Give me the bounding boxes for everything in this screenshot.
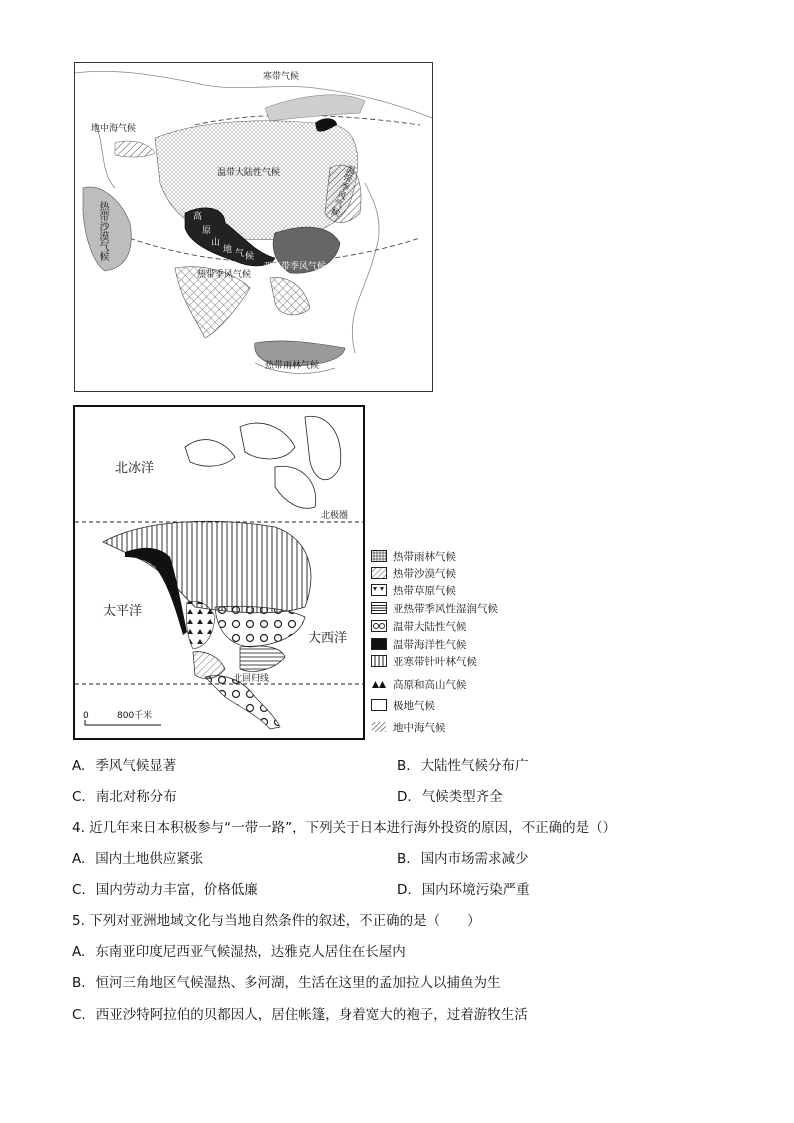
option-text: 南北对称分布: [95, 789, 177, 805]
legend-label: 极地气候: [393, 699, 435, 712]
label-tropical-desert: 热带沙漠气候: [97, 201, 108, 261]
option-text: 季风气候显著: [95, 758, 177, 774]
legend-item: [371, 601, 498, 615]
north-america-climate-map: [73, 405, 365, 740]
legend-item: [371, 583, 456, 597]
option-text: 国内土地供应紧张: [95, 851, 204, 867]
legend-item: [371, 619, 467, 633]
q3-option-b[interactable]: [397, 754, 529, 774]
q4-option-b[interactable]: [397, 847, 529, 867]
legend-label: 亚热带季风性湿润气候: [393, 602, 498, 615]
legend-label: 温带大陆性气候: [393, 620, 467, 633]
legend-label: 热带沙漠气候: [393, 567, 456, 580]
option-text: 恒河三角地区气候湿热、多河湖，生活在这里的孟加拉人以捕鱼为生: [95, 975, 501, 991]
q4-stem: 4. 近几年来日本积极参与“一带一路”，下列关于日本进行海外投资的原因，不正确的是（）: [72, 820, 617, 836]
q3-option-c[interactable]: [72, 785, 177, 805]
q3-option-d[interactable]: [397, 785, 503, 805]
asia-climate-map: [74, 62, 433, 392]
legend-swatch-triangles-down-icon: [371, 584, 387, 596]
option-letter: B.: [397, 758, 411, 774]
label-highland-char6: 候: [245, 252, 255, 262]
legend-swatch-hatch-dots-icon: [371, 567, 387, 579]
legend-item: [371, 720, 446, 734]
q4-option-a[interactable]: [72, 847, 203, 867]
legend-item: [371, 654, 477, 668]
legend-swatch-diagonal-icon: [371, 721, 387, 733]
label-pacific-ocean: 太平洋: [103, 604, 143, 619]
scale-distance: 800千米: [117, 711, 153, 721]
label-arctic-circle: 北极圈: [321, 511, 349, 521]
option-letter: C.: [72, 1007, 86, 1023]
label-highland-char4: 地: [223, 245, 233, 255]
legend-swatch-horizontal-icon: [371, 602, 387, 614]
legend-swatch-triangles-up-icon: [371, 678, 387, 690]
label-atlantic-ocean: 大西洋: [308, 631, 348, 646]
legend-label: 温带海洋性气候: [393, 638, 467, 651]
option-letter: D.: [397, 789, 412, 805]
legend-swatch-circles-icon: [371, 620, 387, 632]
option-letter: C.: [72, 789, 86, 805]
legend-label: 地中海气候: [393, 721, 446, 734]
label-cold-climate: 寒带气候: [263, 72, 300, 82]
label-tropical-rainforest: 热带雨林气候: [265, 361, 320, 371]
legend-item: [371, 637, 467, 651]
label-mediterranean: 地中海气候: [91, 124, 137, 134]
option-letter: A.: [72, 944, 86, 960]
label-tropical-monsoon: 热带季风气候: [197, 270, 252, 280]
q5-stem: 5. 下列对亚洲地域文化与当地自然条件的叙述，不正确的是（ ）: [72, 913, 481, 929]
legend-swatch-solid-icon: [371, 638, 387, 650]
legend-label: 高原和高山气候: [393, 678, 467, 691]
legend-item: [371, 677, 467, 691]
option-text: 国内劳动力丰富，价格低廉: [95, 882, 258, 898]
option-text: 国内市场需求减少: [420, 851, 529, 867]
legend-item: [371, 549, 456, 563]
label-temperate-monsoon: 温带季风气候: [328, 163, 356, 218]
legend-item: [371, 566, 456, 580]
q4-option-d[interactable]: [397, 878, 530, 898]
legend-item: [371, 698, 435, 712]
q3-option-a[interactable]: [72, 754, 176, 774]
label-highland-char3: 山: [211, 238, 221, 248]
option-letter: D.: [397, 882, 412, 898]
legend-label: 亚寒带针叶林气候: [393, 655, 477, 668]
q5-option-c[interactable]: [72, 1003, 528, 1023]
legend-swatch-vertical-icon: [371, 655, 387, 667]
option-text: 国内环境污染严重: [421, 882, 530, 898]
legend-swatch-grid-icon: [371, 550, 387, 562]
option-letter: B.: [72, 975, 86, 991]
label-temperate-continental: 温带大陆性气候: [217, 168, 281, 178]
asia-map-drawing: [75, 63, 432, 391]
legend-label: 热带雨林气候: [393, 550, 456, 563]
option-letter: A.: [72, 758, 86, 774]
option-letter: A.: [72, 851, 86, 867]
q4-option-c[interactable]: [72, 878, 258, 898]
label-tropic-cancer: 北回归线: [233, 674, 270, 684]
label-subtropical-monsoon: 亚热带季风气候: [263, 262, 327, 272]
q5-option-b[interactable]: [72, 971, 501, 991]
q5-option-a[interactable]: [72, 940, 406, 960]
option-text: 西亚沙特阿拉伯的贝都因人，居住帐篷，身着宽大的袍子，过着游牧生活: [95, 1007, 528, 1023]
option-text: 气候类型齐全: [421, 789, 503, 805]
scale-zero: 0: [83, 711, 89, 721]
legend-swatch-blank-icon: [371, 699, 387, 711]
label-highland-char5: 气: [235, 249, 245, 259]
option-letter: C.: [72, 882, 86, 898]
option-text: 东南亚印度尼西亚气候湿热，达雅克人居住在长屋内: [95, 944, 406, 960]
label-highland-char2: 原: [202, 226, 212, 236]
option-letter: B.: [397, 851, 411, 867]
label-highland-char1: 高: [193, 212, 203, 222]
label-arctic-ocean: 北冰洋: [115, 461, 155, 476]
legend-label: 热带草原气候: [393, 584, 456, 597]
option-text: 大陆性气候分布广: [420, 758, 529, 774]
